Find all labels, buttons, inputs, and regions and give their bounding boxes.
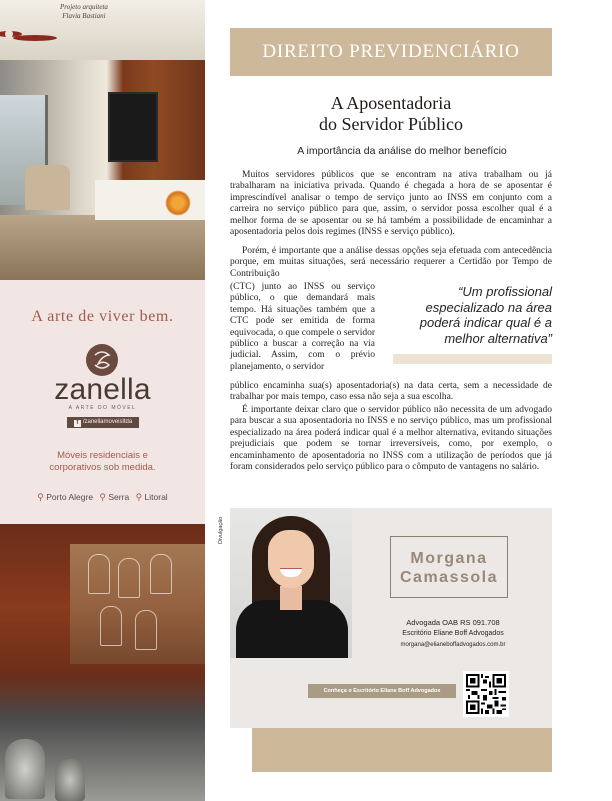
ad-locations: ⚲ Porto Alegre ⚲ Serra ⚲ Litoral bbox=[37, 492, 168, 502]
location-pin-icon: ⚲ bbox=[135, 492, 143, 502]
author-oab: Advogada OAB RS 091.708 bbox=[406, 618, 500, 627]
qr-code-icon[interactable] bbox=[463, 671, 509, 717]
author-card bbox=[230, 508, 552, 728]
article-paragraph: É importante deixar claro que o servidor público não necessita de um advogado para buscar a sua aposentadoria no INSS e no serviço público, mas um profissional especializado na área poderá indicar qual é a melhor alternativa, evitando situações prejudiciais que podem se tornar irreversíveis, como, por exemplo, o encaminhamento de aposentadoria no INSS com a utilização de períodos que já foram considerados pelo serviço público para o cômputo de vantagens no salário. bbox=[230, 405, 552, 473]
ad-interior-photo bbox=[0, 0, 205, 280]
ad-facebook-link[interactable]: f /zanellamoveisltda bbox=[67, 417, 139, 428]
ceiling-fan-icon bbox=[0, 22, 65, 42]
location-pin-icon: ⚲ bbox=[99, 492, 107, 502]
article-subtitle: A importância da análise do melhor benefício bbox=[297, 145, 507, 157]
author-last-name: Camassola bbox=[400, 569, 498, 586]
facebook-icon: f bbox=[74, 420, 81, 427]
ad-brand-name: zanella bbox=[54, 373, 151, 406]
location-pin-icon: ⚲ bbox=[37, 492, 44, 502]
author-photo bbox=[230, 508, 352, 658]
article-paragraph: público encaminha sua(s) aposentadoria(s) na data certa, sem a necessidade de trabalhar por mais tempo, caso essa não seja a sua escolha. bbox=[230, 381, 552, 403]
article-title: A Aposentadoria do Servidor Público bbox=[319, 93, 463, 134]
ad-description: Móveis residenciais e corporativos sob medida. bbox=[49, 450, 156, 473]
pull-quote: “Um profissional especializado na área poderá indicar qual é a melhor alternativa” bbox=[419, 284, 552, 346]
ad-brand-subtitle: A ARTE DO MÓVEL bbox=[68, 405, 137, 411]
article-paragraph: (CTC) junto ao INSS ou serviço público, o que demandará mais tempo. Há situações também que a CTC pode ser emitida de forma equivocada, o que compele o servidor público a buscar a correção na via judicial. Assim, com o prévio planejamento, o servidor bbox=[230, 282, 375, 372]
office-cta-button[interactable]: Conheça o Escritório Eliane Boff Advogados bbox=[308, 684, 456, 698]
author-first-name: Morgana bbox=[410, 550, 488, 567]
bottom-accent-bar bbox=[252, 728, 552, 772]
flowers-shape bbox=[165, 190, 191, 216]
ad-tagline: A arte de viver bem. bbox=[31, 308, 174, 325]
pull-quote-bar bbox=[393, 354, 552, 364]
advertisement bbox=[0, 0, 205, 801]
section-banner bbox=[230, 28, 552, 76]
tv-shape bbox=[108, 92, 158, 162]
ad-photo-credit: Projeto arquiteta Flavia Bastiani bbox=[60, 3, 108, 20]
photo-credit: Divulgação bbox=[218, 516, 224, 544]
author-email[interactable]: morgana@elianeboffadvogados.com.br bbox=[400, 642, 506, 648]
section-title: DIREITO PREVIDENCIÁRIO bbox=[262, 41, 520, 62]
author-office: Escritório Eliane Boff Advogados bbox=[402, 630, 504, 637]
article-paragraph: Muitos servidores públicos que se encontram na ativa trabalham ou já trabalharam na iniciativa privada. Quando é chegada a hora de se aposentar é imprescindível analisar o tempo de serviço junto ao INSS em conjunto com a carreira no serviço público para que, assim, o servidor possa escolher qual é a melhor forma de se aposentar ou se há também a possibilidade de encaminhar a aposentadoria pelos dois regimes (INSS e serviço público). bbox=[230, 170, 552, 238]
ad-glassware-photo bbox=[0, 524, 205, 801]
zanella-logo-icon bbox=[86, 344, 118, 376]
author-name-box bbox=[390, 536, 508, 598]
ad-brand-panel bbox=[0, 280, 205, 524]
article-paragraph: Porém, é importante que a análise dessas opções seja efetuada com antecedência porque, em muitas situações, será necessário requerer a Certidão por Tempo de Contribuição bbox=[230, 246, 552, 279]
